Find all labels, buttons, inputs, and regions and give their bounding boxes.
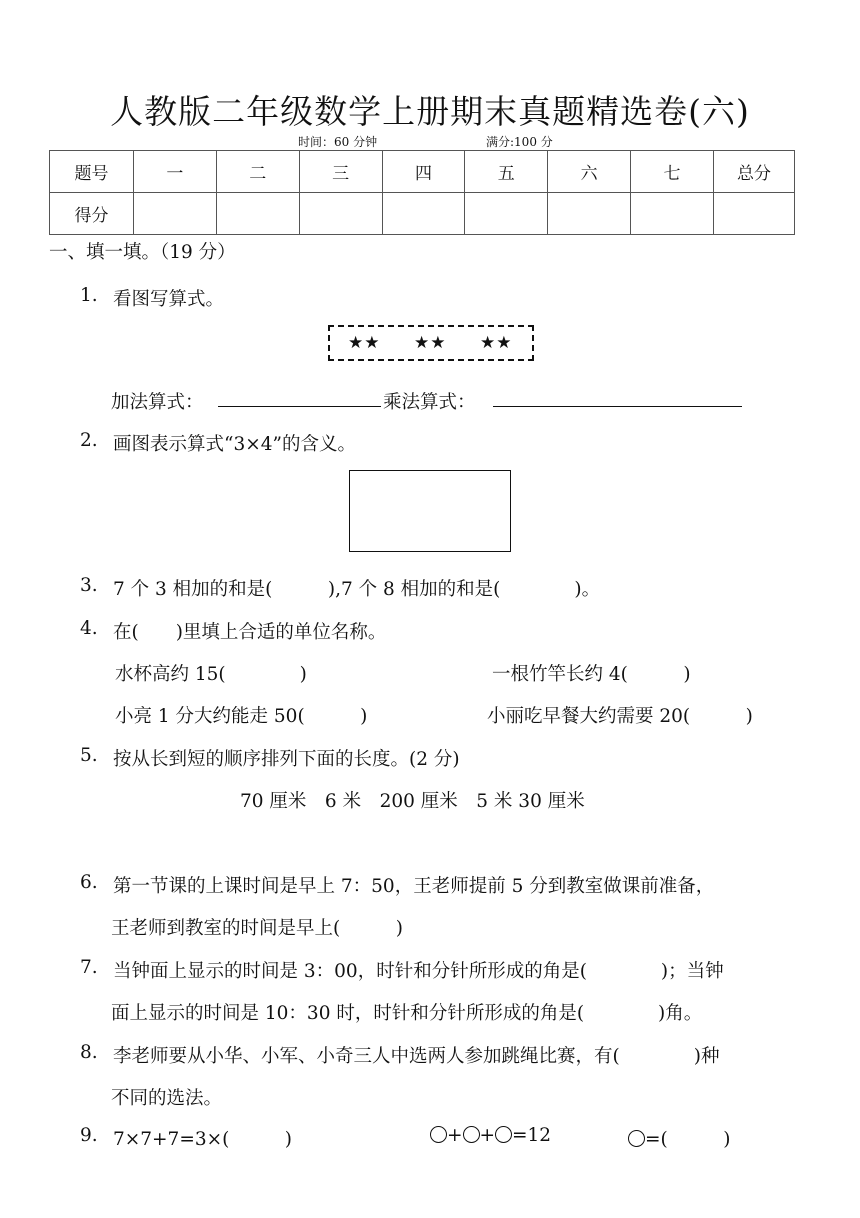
score-input-cell[interactable] [714,193,795,235]
table-cell: 六 [548,151,631,193]
circle-icon [463,1126,480,1143]
question-text: 按从长到短的顺序排列下面的长度。(2 分) [113,749,460,770]
multiplication-answer-blank[interactable] [493,388,742,407]
table-row [50,151,795,193]
question-text: 李老师要从小华、小军、小奇三人中选两人参加跳绳比赛，有( )种 [113,1046,720,1067]
sub-question: 水杯高约 15( ) [115,664,307,685]
star-group: ★★ [480,333,513,353]
table-cell: 一 [134,151,217,193]
table-cell: 二 [216,151,299,193]
question-text: 第一节课的上课时间是早上 7：50，王老师提前 5 分到教室做课前准备， [113,876,715,897]
plus-sign: + [479,1125,496,1146]
question-text: 7×7+7=3×( ) [113,1129,293,1150]
sub-question: 一根竹竿长约 4( ) [492,664,691,685]
addition-answer-blank[interactable] [218,388,381,407]
star-group: ★★ [348,333,381,353]
score-input-cell[interactable] [382,193,465,235]
table-cell: 五 [465,151,548,193]
question-number: 5. [80,745,98,766]
exam-time: 时间：60 分钟 [298,135,378,149]
question-number: 6. [80,872,98,893]
star-picture [328,325,534,361]
sub-question: 小丽吃早餐大约需要 20( ) [487,706,753,727]
score-input-cell[interactable] [465,193,548,235]
length-list: 70 厘米 6 米 200 厘米 5 米 30 厘米 [240,791,585,812]
question-text: 看图写算式。 [113,289,225,310]
full-score: 满分:100 分 [486,135,553,149]
plus-sign: + [447,1125,463,1146]
table-cell: 得分 [50,193,134,235]
table-cell: 七 [631,151,714,193]
question-text: 画图表示算式“3×4”的含义。 [113,434,356,455]
score-input-cell[interactable] [548,193,631,235]
star-group: ★★ [414,333,447,353]
circle-equation [430,1125,551,1146]
circle-answer-blank[interactable]: =( ) [645,1129,731,1150]
table-cell: 题号 [50,151,134,193]
question-number: 9. [80,1125,98,1146]
page-title: 人教版二年级数学上册期末真题精选卷(六) [110,92,750,131]
question-number: 7. [80,957,98,978]
score-input-cell[interactable] [216,193,299,235]
question-text: 面上显示的时间是 10：30 时，时针和分针所形成的角是( )角。 [111,1003,703,1024]
circle-icon [495,1126,512,1143]
score-input-cell[interactable] [134,193,217,235]
table-cell: 四 [382,151,465,193]
circle-icon [430,1126,447,1143]
question-number: 3. [80,575,98,596]
table-cell: 总分 [714,151,795,193]
question-text: 王老师到教室的时间是早上( ) [111,918,403,939]
multiplication-label: 乘法算式： [383,392,476,413]
question-text: 7 个 3 相加的和是( ),7 个 8 相加的和是( )。 [113,579,601,600]
question-text: 当钟面上显示的时间是 3：00，时针和分针所形成的角是( )；当钟 [113,961,724,982]
question-number: 4. [80,618,98,639]
score-input-cell[interactable] [631,193,714,235]
table-cell: 三 [299,151,382,193]
score-table [49,150,795,235]
question-text: 不同的选法。 [111,1088,223,1109]
equation-result: =12 [512,1125,552,1146]
question-text: 在( )里填上合适的单位名称。 [113,622,387,643]
addition-label: 加法算式： [111,392,204,413]
section-heading: 一、填一填。（19 分） [49,242,236,263]
question-number: 1. [80,285,98,306]
question-number: 2. [80,430,98,451]
table-row [50,193,795,235]
score-input-cell[interactable] [299,193,382,235]
question-number: 8. [80,1042,98,1063]
sub-question: 小亮 1 分大约能走 50( ) [115,706,368,727]
drawing-area[interactable] [349,470,511,552]
circle-answer [628,1125,730,1151]
circle-icon [628,1130,645,1147]
